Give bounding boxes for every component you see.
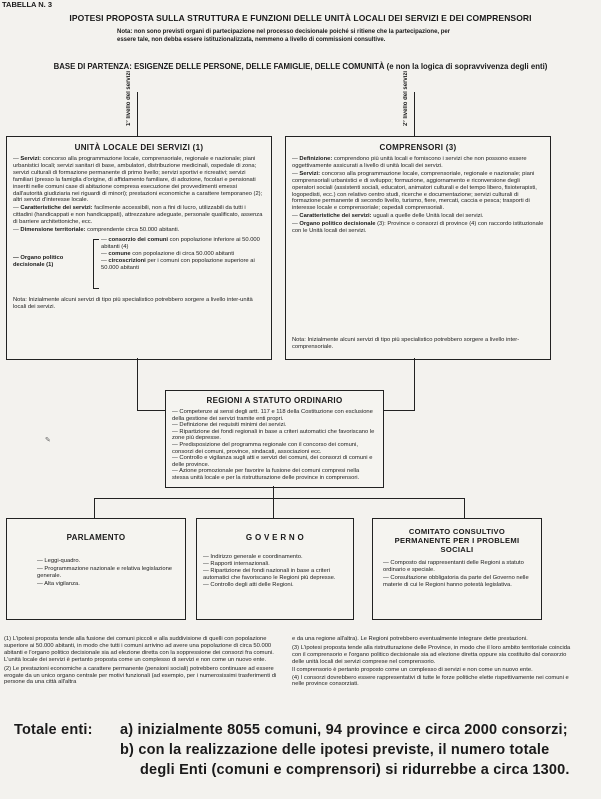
list-item: — Competenze ai sensi degli artt. 117 e 118 della Costituzione con esclusione della gestione dei servizi tramite enti propri. xyxy=(172,409,373,422)
list-item: — circoscrizioni per i comuni con popolazione superiore ai 50.000 abitanti xyxy=(101,257,255,271)
regioni-list xyxy=(172,409,377,482)
connector-line xyxy=(382,410,415,411)
connector-line xyxy=(94,498,95,518)
comitato-title: COMITATO CONSULTIVO PERMANENTE PER I PROBLEMI SOCIALI xyxy=(394,527,520,554)
regioni-title: REGIONI A STATUTO ORDINARIO xyxy=(206,396,343,405)
list-item: — Servizi: concorso alla programmazione locale, comprensoriale, regionale e nazionale; piani urbanistici locali; servizi sanitari di base, ambulatori, distribuzione medicinali, ospedale di zona; servizi culturali di formazione permanente di primo livello; servizi sportivi e ricreativi; servizi familiari (presso la famiglia d'origine, di affidamento familiare, di adozione, focolari e pensionati inseriti nelle comuni case di abitazione compresa esecuzione dei provvedimenti emessi dall'autorità giudiziaria nei riguardi di minori); prestazioni economiche a carattere temporaneo (2); altri servizi d'interesse locale. xyxy=(13,156,263,204)
list-item: — Azione promozionale per favorire la fusione dei comuni compresi nella stessa unità locale e per la ristrutturazione delle province in comprensori. xyxy=(172,468,360,481)
connector-line xyxy=(137,410,165,411)
footnote: (3) L'ipotesi proposta tende alla ristrutturazione delle Province, in modo che il loro ambito territoriale coincida con il comprensorio e l'organo politico decisionale sia ad elezione diretta oppure sia costituito dal consorzio delle unità locali dei servizi comprese nel comprensorio. xyxy=(292,644,571,665)
list-item: — Leggi-quadro. xyxy=(37,558,81,564)
connector-line xyxy=(273,498,274,518)
footnote: Il comprensorio è pertanto proposto come un complesso di servizi e non come un nuovo ente. xyxy=(292,666,533,673)
connector-line xyxy=(137,92,138,136)
list-item: — consorzio dei comuni con popolazione inferiore ai 50.000 abitanti (4) xyxy=(101,236,260,250)
footnote: (1) L'ipotesi proposta tende alla fusione dei comuni piccoli e alla suddivisione di quelli con popolazione superiore ai 50.000 abitanti, in modo che tutti i comuni arrivino ad avere una popolazione di circa 50.000 abitanti e l'organo politico decisionale sia ad elezione diretta con la soppressione dei consorzi fra comuni. L'unità locale dei servizi è pertanto proposta come un complesso di servizi e non come un nuovo ente. xyxy=(4,636,274,663)
table-label: TABELLA N. 3 xyxy=(2,0,52,9)
footnote: (2) Le prestazioni economiche a carattere permanente (pensioni sociali) potrebbero continuare ad essere erogate da un unico organo centrale per motivi funzionali (ad esempio, per i numerosissimi trasferimenti di persone da una città all'altra xyxy=(4,665,277,686)
comitato-box xyxy=(372,518,542,620)
footnotes-left xyxy=(4,636,282,686)
totale-b1: b) con la realizzazione delle ipotesi previste, il numero totale xyxy=(120,742,550,758)
totale-label: Totale enti: xyxy=(14,722,93,738)
connector-line xyxy=(464,498,465,518)
list-item: — Controllo degli atti delle Regioni. xyxy=(203,581,294,588)
footnotes-right xyxy=(292,636,574,688)
document-title: IPOTESI PROPOSTA SULLA STRUTTURA E FUNZIONI DELLE UNITÀ LOCALI DEI SERVIZI E DEI COMPRENSORI xyxy=(69,13,532,23)
list-item: — Caratteristiche dei servizi: uguali a quelle delle Unità locali dei servizi. xyxy=(292,213,484,220)
uls-list xyxy=(13,156,265,234)
parlamento-box xyxy=(6,518,186,620)
connector-line xyxy=(273,486,274,498)
top-note: Nota: non sono previsti organi di partecipazione nel processo decisionale poiché si ritiene che la partecipazione, per essere tale, non debba essere istituzionalizzata, nemmeno a livello di commissioni consultive. xyxy=(117,29,451,43)
level-1-label: 1° livello del servizi xyxy=(126,70,132,126)
totale-b2: degli Enti (comuni e comprensori) si ridurrebbe a circa 1300. xyxy=(140,762,570,778)
regioni-box xyxy=(165,390,384,488)
totale-a: a) inizialmente 8055 comuni, 94 province e circa 2000 consorzi; xyxy=(120,722,568,738)
organo-bracket xyxy=(93,239,99,289)
uls-note: Nota: Inizialmente alcuni servizi di tipo più specialistico potrebbero sorgere a livello inter-unità locali dei servizi. xyxy=(13,296,253,310)
list-item: — Ripartizione dei fondi regionali in base a criteri automatici che favoriscano le zone più depresse. xyxy=(172,428,375,442)
list-item: — Consultazione obbligatoria da parte del Governo nelle materie di cui le Regioni hanno potestà legislativa. xyxy=(383,574,529,588)
list-item: — Caratteristiche dei servizi: facilmente accessibili, non a fini di lucro, utilizzabili da tutti i cittadini (handicappati e non handicappati), attrezzature adeguate, personale qualificato, assenza di barriere architettoniche, ecc. xyxy=(13,205,263,226)
comprensori-list xyxy=(292,156,544,235)
list-item: — Programmazione nazionale e relativa legislazione generale. xyxy=(37,565,173,579)
organo-options xyxy=(101,237,265,272)
organo-label: — Organo politico decisionale (1) xyxy=(13,254,64,268)
list-item: — Definizione dei requisiti minimi dei servizi. xyxy=(172,422,287,429)
governo-list xyxy=(203,554,347,589)
governo-title: G O V E R N O xyxy=(245,533,305,542)
connector-line xyxy=(94,498,464,499)
connector-line xyxy=(414,92,415,136)
uls-title: UNITÀ LOCALE DEI SERVIZI (1) xyxy=(74,143,204,152)
connector-line xyxy=(414,358,415,410)
list-item: — Predisposizione del programma regionale con il concorso dei comuni, consorzi dei comuni, province, sindacati, associazioni ecc. xyxy=(172,441,358,455)
governo-box xyxy=(196,518,354,620)
list-item: — Dimensione territoriale: comprendente circa 50.000 abitanti. xyxy=(13,227,180,234)
comitato-list xyxy=(383,560,533,589)
comprensori-title: COMPRENSORI (3) xyxy=(379,143,457,152)
uls-box xyxy=(6,136,272,360)
list-item: — Composto dai rappresentanti delle Regioni a statuto ordinario e speciale. xyxy=(383,560,524,573)
list-item: — Indirizzo generale e coordinamento. xyxy=(203,554,303,560)
level-2-label: 2° livello del servizi xyxy=(403,70,409,126)
parlamento-list xyxy=(37,558,177,588)
list-item: — Controllo e vigilanza sugli atti e servizi dei comuni, dei consorzi di comuni e delle province. xyxy=(172,455,373,468)
parlamento-title: PARLAMENTO xyxy=(66,533,126,542)
margin-mark: ✎ xyxy=(45,437,51,444)
connector-line xyxy=(137,358,138,410)
list-item: — Ripartizione dei fondi nazionali in base a criteri automatici che favoriscano le Regioni più depresse. xyxy=(203,567,336,581)
footnote: (4) I consorzi dovrebbero essere rappresentativi di tutte le forze politiche elette rispettivamente nei comuni e nelle province consorziati. xyxy=(292,674,569,688)
list-item: — Definizione: comprendono più unità locali e forniscono i servizi che non possono essere oggettivamente assicurati a livello di unità locali dei servizi. xyxy=(292,156,527,169)
list-item: — Organo politico decisionale (3): Province o consorzi di province (4) con raccordo istituzionale con le Unità locali dei servizi. xyxy=(292,221,544,235)
footnote: e da una regione all'altra). Le Regioni potrebbero eventualmente integrare dette prestazioni. xyxy=(292,636,528,642)
list-item: — Rapporti internazionali. xyxy=(203,560,270,567)
comprensori-box xyxy=(285,136,551,360)
list-item: — Alta vigilanza. xyxy=(37,580,80,587)
base-statement: BASE DI PARTENZA: ESIGENZE DELLE PERSONE, DELLE FAMIGLIE, DELLE COMUNITÀ (e non la logica di sopravvivenza degli enti) xyxy=(53,62,548,71)
list-item: — comune con popolazione di circa 50.000 abitanti xyxy=(101,250,235,257)
organo-section xyxy=(13,237,265,295)
comprensori-note: Nota: Inizialmente alcuni servizi di tipo più specialistico potrebbero sorgere a livello inter-comprensoriale. xyxy=(292,337,520,351)
list-item: — Servizi: concorso alla programmazione locale, comprensoriale, regionale e nazionale; piani comprensoriali urbanistici e di sviluppo; formazione, aggiornamento e riconversione degli operatori sociali (assistenti sociali, educatori, animatori culturali e del tempo libero, fisioterapisti, logopedisti, ecc.) con relativo centro studi, ricerche e documentazione; servizi culturali di formazione permanente di secondo livello, turismo, fiere, mercati, caccia e pesca; trasporti di interesse locale e comprensoriale; ospedali comprensoriali. xyxy=(292,170,537,212)
